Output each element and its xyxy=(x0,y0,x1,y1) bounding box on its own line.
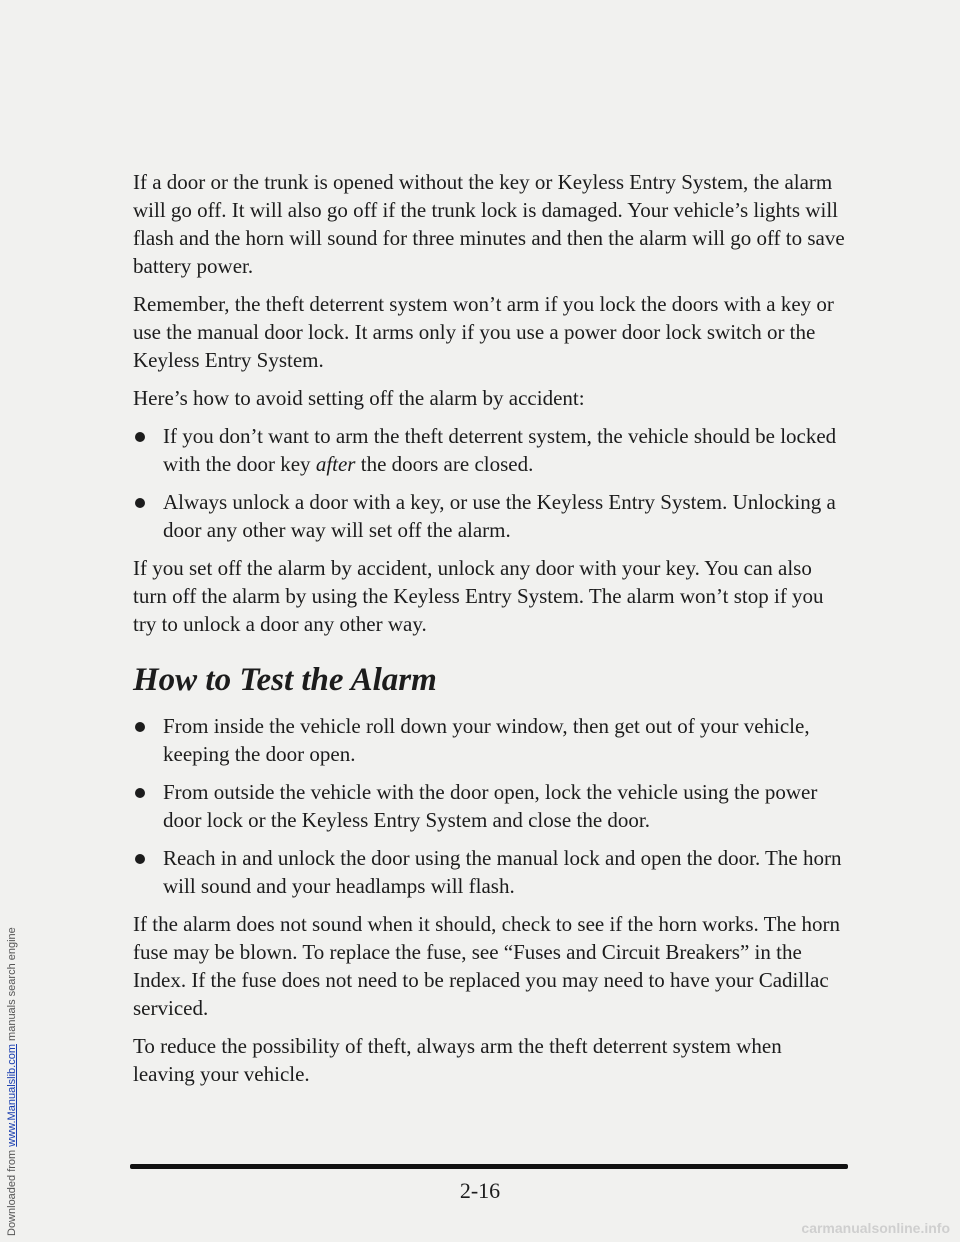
bullet-icon xyxy=(135,788,145,798)
bullet-text-before: If you don’t want to arm the theft deterrent system, the vehicle should be locked with the door key xyxy=(163,424,837,476)
bullet-emphasis: after xyxy=(315,452,356,476)
list-item xyxy=(133,422,848,478)
list-item xyxy=(133,488,848,544)
paragraph-reduce-theft: To reduce the possibility of theft, always arm the theft deterrent system when leaving your vehicle. xyxy=(133,1034,782,1086)
corner-watermark: carmanualsonline.info xyxy=(801,1220,950,1236)
paragraph-avoid-intro: Here’s how to avoid setting off the alarm by accident: xyxy=(133,386,585,410)
bullet-icon xyxy=(135,498,145,508)
bullet-text: From inside the vehicle roll down your window, then get out of your vehicle, keeping the door open. xyxy=(163,714,810,766)
paragraph-arming-note: Remember, the theft deterrent system won’t arm if you lock the doors with a key or use the manual door lock. It arms only if you use a power door lock switch or the Keyless Entry System. xyxy=(133,292,834,372)
bullet-icon xyxy=(135,432,145,442)
watermark-suffix: manuals search engine xyxy=(6,927,18,1045)
paragraph-accidental-alarm: If you set off the alarm by accident, unlock any door with your key. You can also turn off the alarm by using the Keyless Entry System. The alarm won’t stop if you try to unlock a door any other way. xyxy=(133,556,824,636)
list-item xyxy=(133,844,848,900)
page-number: 2-16 xyxy=(459,1178,501,1203)
paragraph-horn-check: If the alarm does not sound when it should, check to see if the horn works. The horn fuse may be blown. To replace the fuse, see “Fuses and Circuit Breakers” in the Index. If the fuse does not need to be replaced you may need to have your Cadillac serviced. xyxy=(133,912,841,1020)
watermark-prefix: Downloaded from xyxy=(6,1146,18,1236)
test-alarm-list xyxy=(133,712,848,900)
bullet-icon xyxy=(135,854,145,864)
section-heading: How to Test the Alarm xyxy=(133,662,437,698)
bullet-text: Always unlock a door with a key, or use the Keyless Entry System. Unlocking a door any other way will set off the alarm. xyxy=(163,490,836,542)
manualslib-link[interactable]: www.Manualslib.com xyxy=(6,1044,18,1147)
bullet-text: From outside the vehicle with the door open, lock the vehicle using the power door lock or the Keyless Entry System and close the door. xyxy=(163,780,818,832)
paragraph-alarm-trigger: If a door or the trunk is opened without the key or Keyless Entry System, the alarm will go off. It will also go off if the trunk lock is damaged. Your vehicle’s lights will flash and the horn will sound for three minutes and then the alarm will go off to save battery power. xyxy=(133,170,845,278)
bullet-text-after: the doors are closed. xyxy=(355,452,534,476)
list-item xyxy=(133,778,848,834)
page-content xyxy=(133,168,848,1098)
footer-divider xyxy=(130,1164,848,1169)
bullet-text: Reach in and unlock the door using the manual lock and open the door. The horn will sound and your headlamps will flash. xyxy=(163,846,842,898)
list-item xyxy=(133,712,848,768)
avoid-alarm-list xyxy=(133,422,848,544)
bullet-icon xyxy=(135,722,145,732)
